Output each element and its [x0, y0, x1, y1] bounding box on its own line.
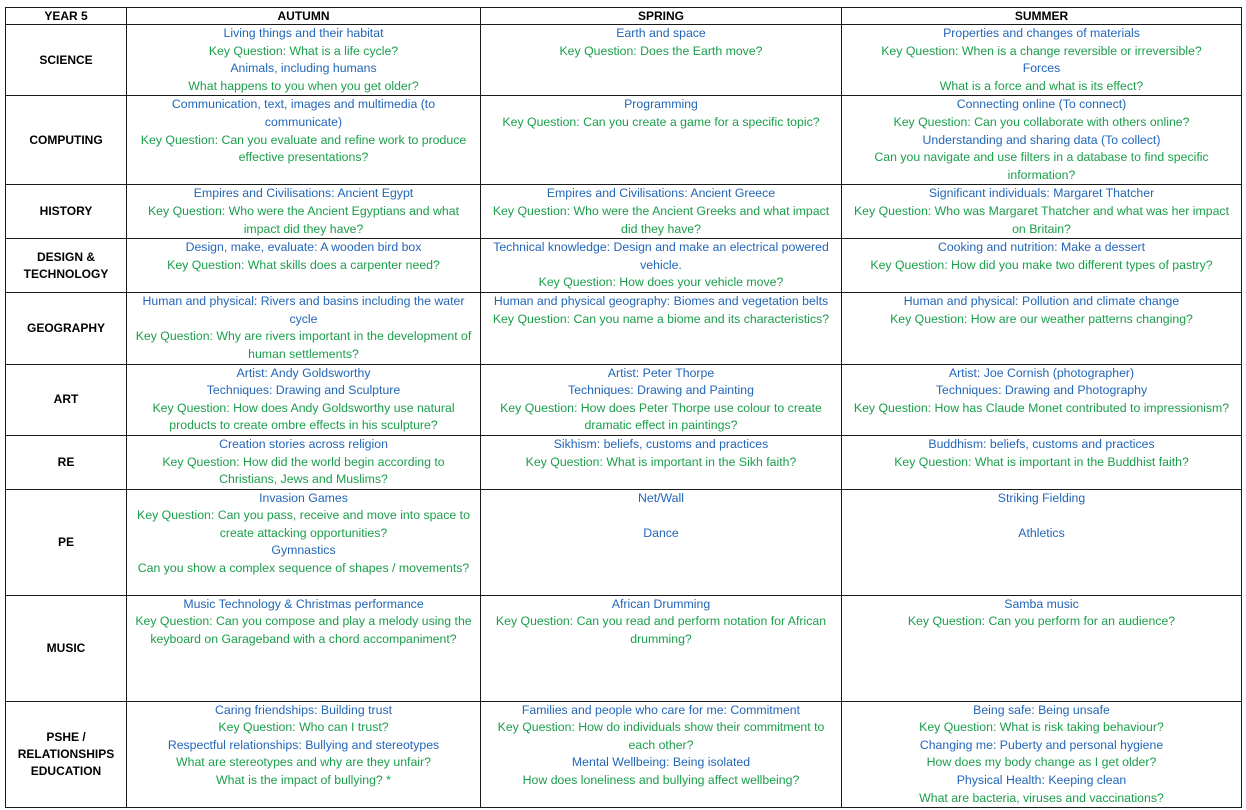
key-question-text: Key Question: Who was Margaret Thatcher and what was her impact on Britain?: [853, 203, 1229, 236]
autumn-cell: [127, 293, 481, 364]
subject-row: [6, 701, 1242, 808]
key-question-text: Key Question: Can you compose and play a melody using the keyboard on Garageband with a chord accompaniment?: [135, 614, 472, 646]
subject-row: [6, 293, 1242, 364]
topic-text: Programming: [624, 97, 698, 112]
subject-label: PSHE / RELATIONSHIPS EDUCATION: [6, 701, 127, 808]
key-question-text: Key Question: Can you name a biome and its characteristics?: [492, 311, 830, 326]
subject-label: SCIENCE: [6, 25, 127, 96]
topic-text: Forces: [1022, 61, 1061, 76]
autumn-cell: [127, 489, 481, 595]
topic-text: Connecting online (To connect): [956, 97, 1127, 112]
subject-row: [6, 595, 1242, 701]
key-question-text: Key Question: What is a life cycle?: [208, 43, 399, 58]
spring-cell: [481, 364, 842, 435]
key-question-text: Key Question: What is risk taking behaviour?: [919, 720, 1164, 735]
topic-text: Physical Health: Keeping clean: [956, 773, 1127, 788]
summer-cell: [842, 293, 1242, 364]
topic-text: Being safe: Being unsafe: [973, 702, 1110, 717]
subject-label: MUSIC: [6, 595, 127, 701]
curriculum-body: [6, 25, 1242, 808]
key-question-text: Key Question: What is important in the Buddhist faith?: [894, 454, 1189, 469]
topic-text: Empires and Civilisations: Ancient Greece: [546, 186, 776, 201]
subject-row: [6, 96, 1242, 185]
topic-text: Caring friendships: Building trust: [214, 702, 393, 717]
subject-label: RE: [6, 435, 127, 489]
subject-label: COMPUTING: [6, 96, 127, 185]
topic-text: Mental Wellbeing: Being isolated: [571, 755, 751, 770]
topic-text: Living things and their habitat: [223, 26, 384, 40]
autumn-cell: [127, 364, 481, 435]
key-question-text: Key Question: How does your vehicle move?: [538, 275, 784, 290]
key-question-text: Key Question: Who were the Ancient Greeks and what impact did they have?: [492, 203, 830, 236]
subject-label: DESIGN & TECHNOLOGY: [6, 239, 127, 293]
topic-text: Creation stories across religion: [219, 436, 388, 451]
key-question-text: Key Question: How does Andy Goldsworthy use natural products to create ombre effects in his sculpture?: [152, 400, 455, 433]
topic-text: African Drumming: [611, 596, 711, 611]
header-summer: SUMMER: [842, 8, 1242, 25]
subject-label: HISTORY: [6, 185, 127, 239]
key-question-text: Key Question: Who were the Ancient Egyptians and what impact did they have?: [147, 203, 460, 236]
topic-text: Animals, including humans: [230, 61, 377, 76]
topic-text: Human and physical: Rivers and basins including the water cycle: [142, 294, 465, 326]
topic-text: Techniques: Drawing and Sculpture: [206, 383, 401, 398]
cell-spacer: [487, 507, 835, 525]
topic-text: Techniques: Drawing and Painting: [568, 383, 754, 398]
topic-text: Artist: Peter Thorpe: [607, 365, 715, 380]
topic-text: Techniques: Drawing and Photography: [935, 383, 1148, 398]
topic-text: Communication, text, images and multimedia (to communicate): [171, 97, 436, 129]
key-question-text: Can you show a complex sequence of shapes / movements?: [137, 561, 470, 576]
header-row: [6, 8, 1242, 25]
spring-cell: [481, 25, 842, 96]
summer-cell: [842, 185, 1242, 239]
subject-label: PE: [6, 489, 127, 595]
topic-text: Buddhism: beliefs, customs and practices: [928, 436, 1155, 451]
key-question-text: Key Question: How do individuals show their commitment to each other?: [497, 720, 825, 752]
topic-text: Properties and changes of materials: [943, 26, 1140, 40]
subject-row: [6, 364, 1242, 435]
key-question-text: What is a force and what is its effect?: [939, 78, 1144, 93]
topic-text: Samba music: [1004, 596, 1079, 611]
topic-text: Net/Wall: [637, 490, 684, 505]
key-question-text: Key Question: What is important in the Sikh faith?: [525, 454, 797, 469]
key-question-text: How does loneliness and bullying affect wellbeing?: [522, 773, 800, 788]
summer-cell: [842, 239, 1242, 293]
summer-cell: [842, 96, 1242, 185]
topic-text: Gymnastics: [271, 543, 336, 558]
subject-row: [6, 489, 1242, 595]
autumn-cell: [127, 595, 481, 701]
topic-text: Artist: Joe Cornish (photographer): [948, 365, 1135, 380]
key-question-text: Key Question: What skills does a carpenter need?: [167, 257, 440, 272]
summer-cell: [842, 489, 1242, 595]
key-question-text: Key Question: Can you pass, receive and move into space to create attacking opportunities?: [137, 508, 470, 540]
key-question-text: Key Question: Who can I trust?: [218, 720, 389, 735]
key-question-text: Key Question: When is a change reversible or irreversible?: [881, 43, 1202, 58]
key-question-text: What happens to you when you get older?: [188, 78, 419, 93]
key-question-text: What is the impact of bullying? *: [216, 773, 391, 788]
spring-cell: [481, 701, 842, 808]
key-question-text: Key Question: How are our weather patterns changing?: [890, 311, 1193, 326]
header-year: YEAR 5: [6, 8, 127, 25]
spring-cell: [481, 435, 842, 489]
summer-cell: [842, 595, 1242, 701]
topic-text: Sikhism: beliefs, customs and practices: [553, 436, 769, 451]
summer-cell: [842, 25, 1242, 96]
topic-text: Dance: [643, 525, 679, 540]
key-question-text: Can you navigate and use filters in a database to find specific information?: [874, 150, 1209, 182]
topic-text: Music Technology & Christmas performance: [183, 596, 424, 611]
summer-cell: [842, 701, 1242, 808]
key-question-text: Key Question: Why are rivers important in the development of human settlements?: [135, 329, 472, 361]
topic-text: Cooking and nutrition: Make a dessert: [937, 240, 1146, 255]
key-question-text: Key Question: How did you make two different types of pastry?: [870, 257, 1213, 272]
key-question-text: Key Question: Can you evaluate and refine work to produce effective presentations?: [140, 132, 467, 165]
topic-text: Invasion Games: [259, 490, 348, 505]
topic-text: Families and people who care for me: Commitment: [521, 702, 801, 717]
autumn-cell: [127, 435, 481, 489]
spring-cell: [481, 595, 842, 701]
topic-text: Technical knowledge: Design and make an electrical powered vehicle.: [493, 240, 829, 272]
topic-text: Changing me: Puberty and personal hygiene: [919, 737, 1164, 752]
header-spring: SPRING: [481, 8, 842, 25]
autumn-cell: [127, 239, 481, 293]
key-question-text: Key Question: Can you perform for an audience?: [907, 614, 1176, 629]
subject-label: ART: [6, 364, 127, 435]
topic-text: Significant individuals: Margaret Thatcher: [928, 186, 1155, 201]
key-question-text: Key Question: Can you collaborate with others online?: [893, 114, 1190, 129]
topic-text: Artist: Andy Goldsworthy: [236, 365, 371, 380]
topic-text: Understanding and sharing data (To collect): [922, 132, 1161, 147]
topic-text: Striking Fielding: [997, 490, 1086, 505]
subject-row: [6, 25, 1242, 96]
subject-row: [6, 239, 1242, 293]
subject-row: [6, 185, 1242, 239]
key-question-text: Key Question: How has Claude Monet contributed to impressionism?: [853, 400, 1230, 415]
subject-row: [6, 435, 1242, 489]
topic-text: Human and physical geography: Biomes and vegetation belts: [493, 294, 829, 309]
topic-text: Design, make, evaluate: A wooden bird box: [185, 240, 422, 255]
autumn-cell: [127, 96, 481, 185]
key-question-text: Key Question: Can you create a game for a specific topic?: [502, 114, 820, 129]
curriculum-table: [5, 7, 1242, 808]
autumn-cell: [127, 701, 481, 808]
autumn-cell: [127, 25, 481, 96]
cell-spacer: [848, 507, 1235, 525]
topic-text: Earth and space: [616, 26, 706, 40]
spring-cell: [481, 239, 842, 293]
spring-cell: [481, 489, 842, 595]
key-question-text: Key Question: How did the world begin according to Christians, Jews and Muslims?: [162, 454, 445, 487]
key-question-text: Key Question: How does Peter Thorpe use colour to create dramatic effect in paintings?: [500, 400, 822, 433]
summer-cell: [842, 364, 1242, 435]
topic-text: Human and physical: Pollution and climate change: [903, 294, 1180, 309]
topic-text: Empires and Civilisations: Ancient Egypt: [193, 186, 414, 201]
subject-label: GEOGRAPHY: [6, 293, 127, 364]
key-question-text: How does my body change as I get older?: [926, 755, 1157, 770]
summer-cell: [842, 435, 1242, 489]
autumn-cell: [127, 185, 481, 239]
topic-text: Respectful relationships: Bullying and stereotypes: [167, 737, 440, 752]
topic-text: Athletics: [1018, 525, 1065, 540]
spring-cell: [481, 293, 842, 364]
key-question-text: What are bacteria, viruses and vaccinations?: [919, 790, 1164, 805]
key-question-text: What are stereotypes and why are they unfair?: [176, 755, 431, 770]
key-question-text: Key Question: Can you read and perform notation for African drumming?: [495, 614, 827, 646]
key-question-text: Key Question: Does the Earth move?: [559, 43, 763, 58]
spring-cell: [481, 96, 842, 185]
spring-cell: [481, 185, 842, 239]
header-autumn: AUTUMN: [127, 8, 481, 25]
